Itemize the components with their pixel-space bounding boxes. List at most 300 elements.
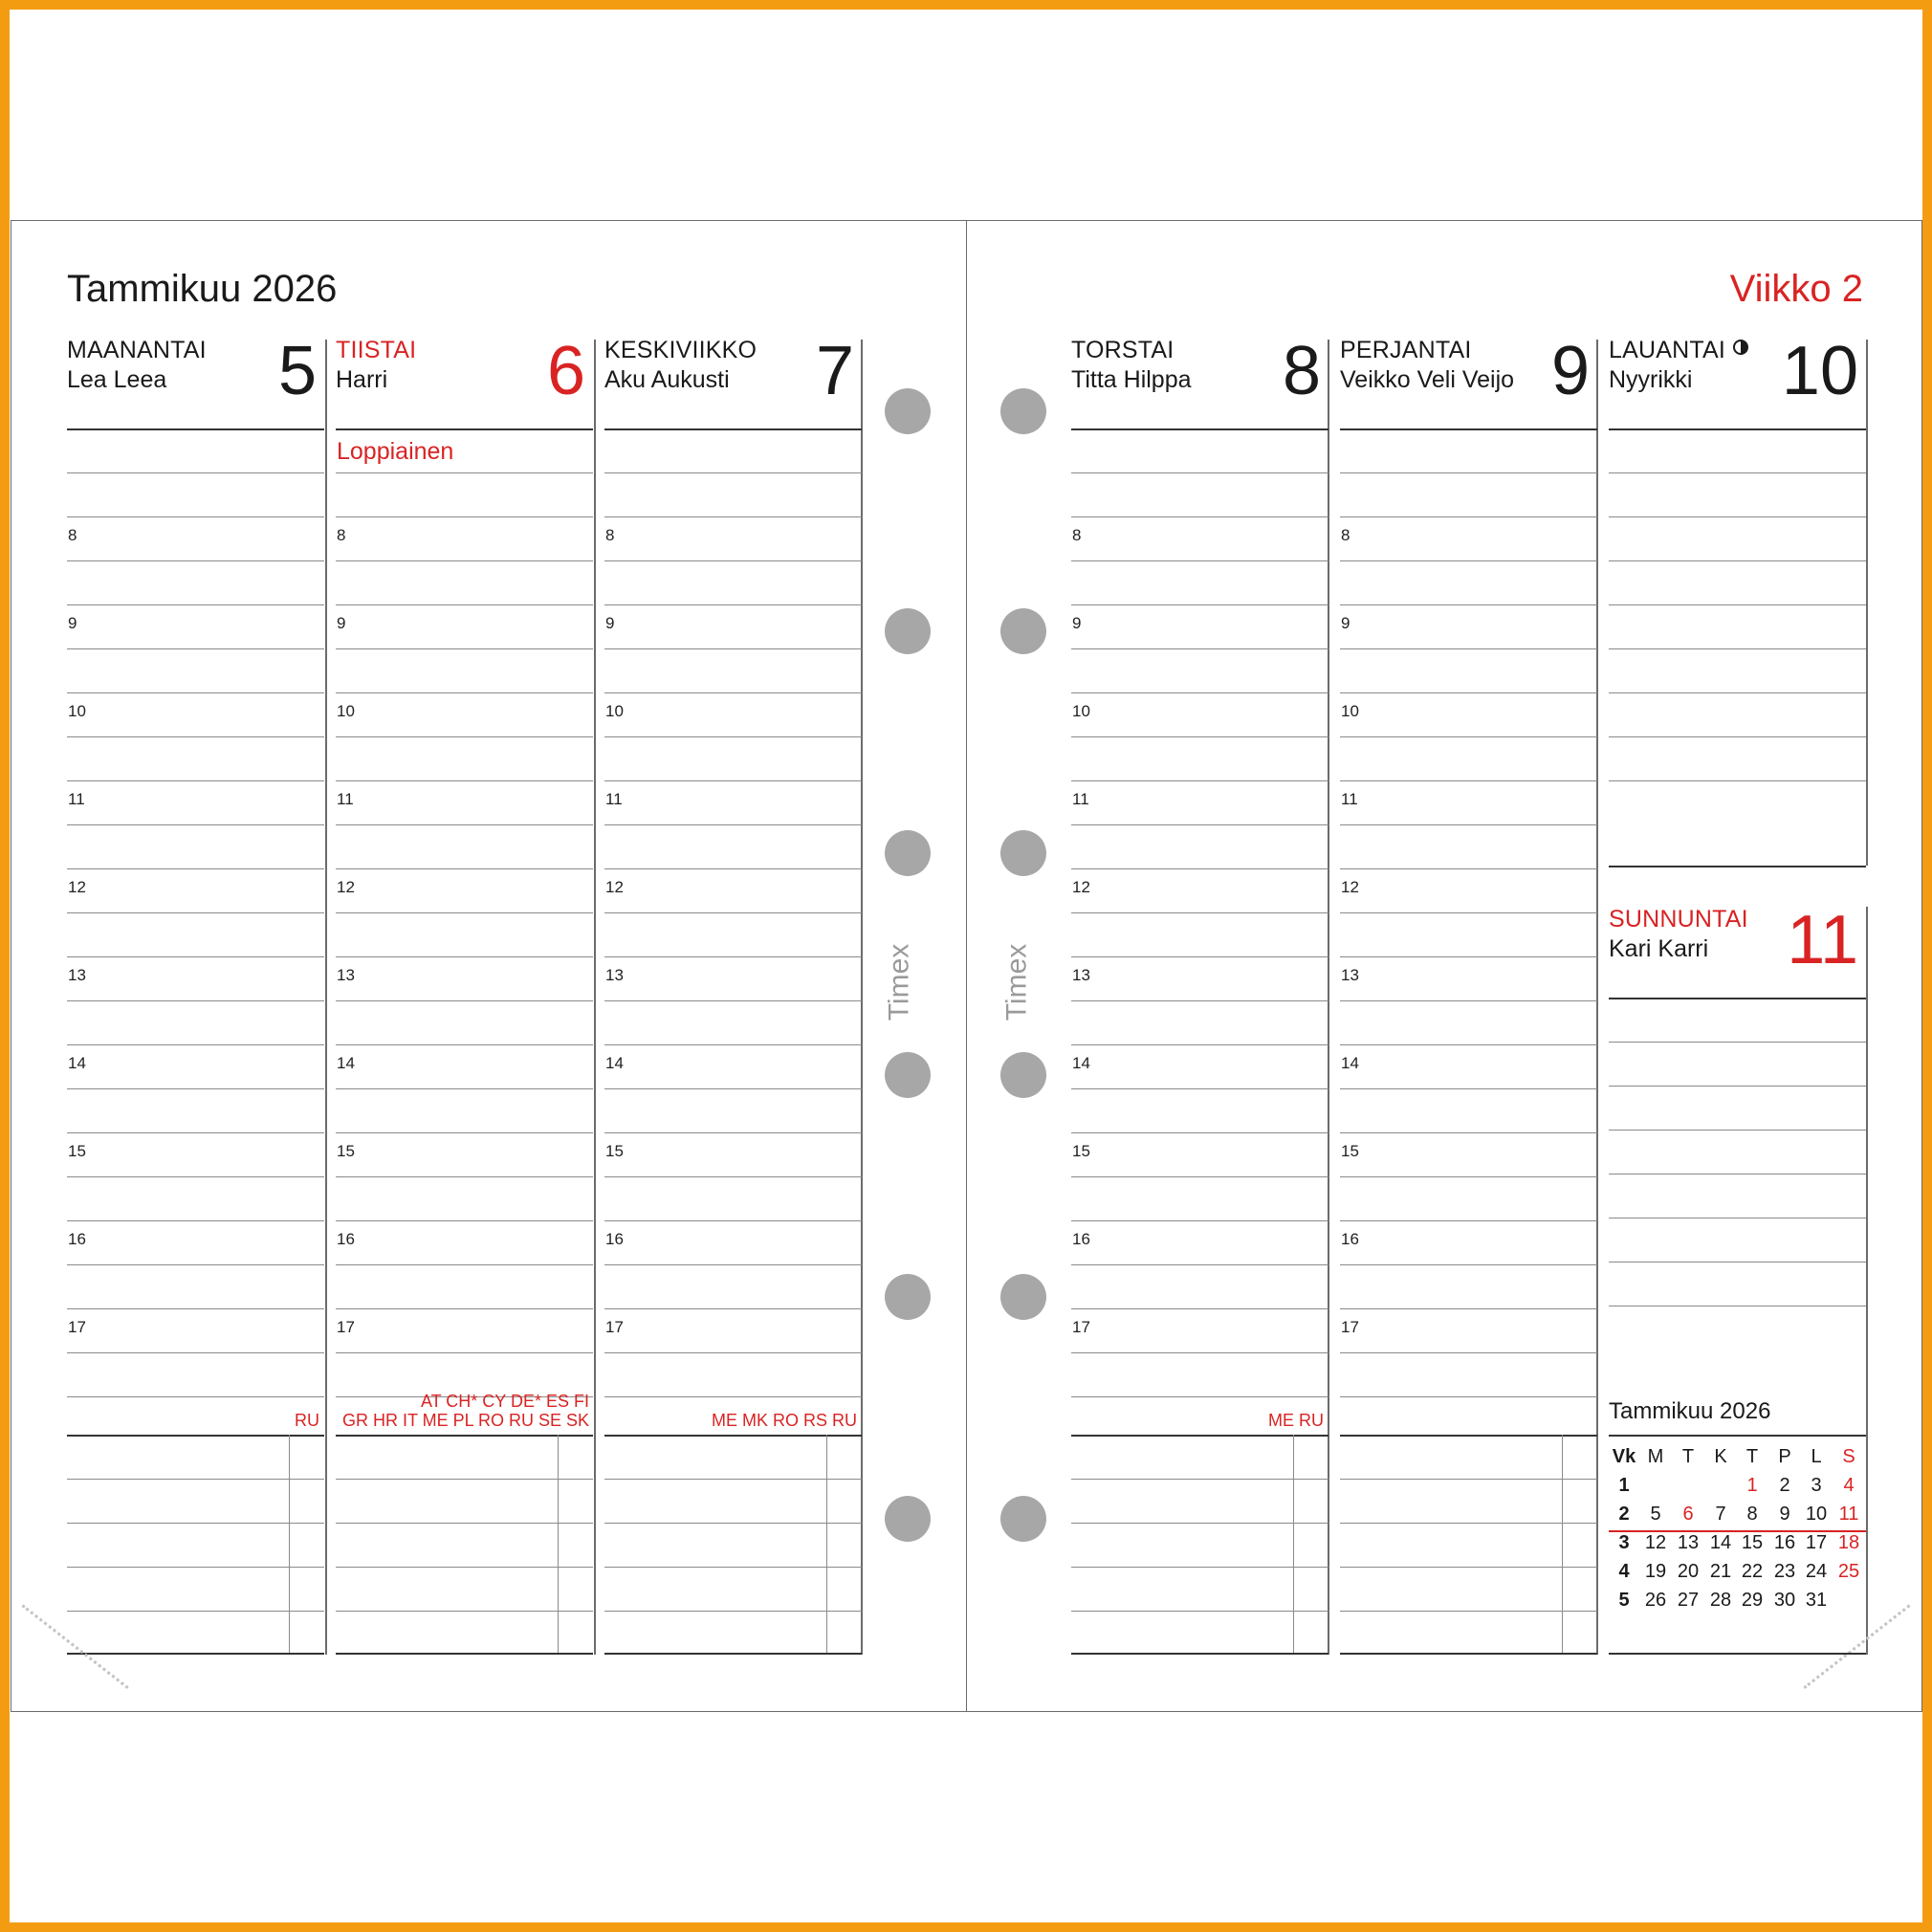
day-name: MAANANTAI xyxy=(67,337,207,363)
mini-calendar-header: K xyxy=(1714,1446,1727,1467)
hour-label: 9 xyxy=(1072,614,1082,632)
day-number: 10 xyxy=(1781,333,1858,409)
day-number: 9 xyxy=(1550,333,1590,409)
hour-label: 14 xyxy=(1341,1054,1359,1072)
day-name: PERJANTAI xyxy=(1340,337,1472,363)
notes-line xyxy=(604,1479,862,1480)
hour-line xyxy=(1609,648,1866,649)
mini-calendar-header: S xyxy=(1842,1446,1855,1467)
day-name: LAUANTAI xyxy=(1609,337,1748,364)
hour-line xyxy=(67,868,324,869)
hour-label: 8 xyxy=(605,526,615,544)
hour-line xyxy=(336,692,593,693)
hour-line xyxy=(336,516,593,517)
hour-line xyxy=(67,1176,324,1177)
hour-label: 15 xyxy=(1341,1142,1359,1160)
binder-hole-left xyxy=(885,1496,931,1542)
hour-line xyxy=(1340,1088,1597,1089)
holiday-codes-thu: ME RU xyxy=(1268,1411,1324,1430)
hour-line xyxy=(67,1088,324,1089)
hour-line xyxy=(604,1396,862,1397)
notes-line xyxy=(336,1523,593,1524)
day-number: 7 xyxy=(815,333,854,409)
hour-label: 10 xyxy=(68,702,86,720)
notes-check-rule xyxy=(1562,1435,1563,1653)
hour-line xyxy=(336,956,593,957)
left-page xyxy=(11,220,967,1712)
day-header-rule xyxy=(604,428,862,430)
mini-calendar-day: 12 xyxy=(1644,1532,1667,1553)
codes-line: AT CH* CY DE* ES FI xyxy=(420,1392,589,1411)
binder-hole-right xyxy=(1000,608,1046,654)
hour-line xyxy=(604,1088,862,1089)
notes-check-rule xyxy=(558,1435,559,1653)
hour-line xyxy=(1071,1000,1328,1001)
hour-label: 9 xyxy=(337,614,346,632)
hour-line xyxy=(604,1264,862,1265)
saturday-end-rule xyxy=(1609,866,1866,867)
name-day: Aku Aukusti xyxy=(604,366,730,393)
hour-line xyxy=(1340,604,1597,605)
holiday-codes-tue xyxy=(336,1392,589,1430)
notes-line xyxy=(1071,1611,1328,1612)
hour-label: 13 xyxy=(605,966,624,984)
hour-label: 12 xyxy=(337,878,355,896)
mini-calendar-bottom-rule xyxy=(1609,1653,1866,1655)
day-name: SUNNUNTAI xyxy=(1609,906,1748,933)
name-day: Veikko Veli Veijo xyxy=(1340,366,1515,393)
hour-line xyxy=(336,1308,593,1309)
notes-bottom-rule xyxy=(336,1653,593,1655)
hour-line xyxy=(1340,560,1597,561)
hour-label: 17 xyxy=(337,1318,355,1336)
hour-line xyxy=(1609,1086,1866,1087)
hour-line xyxy=(1071,824,1328,825)
mini-calendar-day: 10 xyxy=(1805,1504,1828,1525)
day-number: 6 xyxy=(546,333,585,409)
hour-line xyxy=(336,868,593,869)
column-rule xyxy=(861,340,863,1655)
hour-line xyxy=(67,1308,324,1309)
hour-label: 11 xyxy=(605,790,623,808)
hour-line xyxy=(1340,824,1597,825)
day-header-rule xyxy=(1609,998,1866,999)
hour-line xyxy=(67,1220,324,1221)
hour-line xyxy=(1071,780,1328,781)
mini-calendar-day: 2 xyxy=(1779,1475,1790,1496)
notes-top-rule xyxy=(1340,1435,1597,1437)
hour-label: 10 xyxy=(337,702,355,720)
hour-label: 17 xyxy=(68,1318,86,1336)
hour-line xyxy=(604,1308,862,1309)
hour-line xyxy=(1340,1044,1597,1045)
notes-check-rule xyxy=(1293,1435,1294,1653)
month-title: Tammikuu 2026 xyxy=(67,268,338,310)
day-header-rule xyxy=(1609,428,1866,430)
hour-line xyxy=(604,780,862,781)
column-rule xyxy=(325,340,327,1655)
hour-line xyxy=(336,1088,593,1089)
holiday-codes-mon: RU xyxy=(295,1411,319,1430)
name-day: Kari Karri xyxy=(1609,935,1709,962)
mini-calendar-day: 22 xyxy=(1741,1561,1764,1582)
notes-line xyxy=(1071,1567,1328,1568)
hour-line xyxy=(1609,1042,1866,1043)
hour-label: 14 xyxy=(68,1054,86,1072)
hour-line xyxy=(1071,692,1328,693)
mini-calendar-day: 8 xyxy=(1746,1504,1758,1525)
mini-calendar-day: 26 xyxy=(1644,1590,1667,1611)
hour-line xyxy=(1609,692,1866,693)
hour-line xyxy=(604,516,862,517)
hour-line xyxy=(604,560,862,561)
hour-line xyxy=(336,1044,593,1045)
mini-calendar-day: 13 xyxy=(1677,1532,1700,1553)
mini-calendar-day: 20 xyxy=(1677,1561,1700,1582)
hour-line xyxy=(67,516,324,517)
mini-calendar-day: 18 xyxy=(1837,1532,1860,1553)
column-rule xyxy=(1328,340,1329,1655)
hour-label: 9 xyxy=(605,614,615,632)
hour-label: 13 xyxy=(1072,966,1090,984)
mini-calendar-day: 3 xyxy=(1618,1532,1630,1553)
hour-line xyxy=(67,824,324,825)
mini-calendar-header: T xyxy=(1681,1446,1695,1467)
mini-calendar-day: 4 xyxy=(1843,1475,1855,1496)
mini-calendar-day: 21 xyxy=(1709,1561,1732,1582)
hour-label: 10 xyxy=(1072,702,1090,720)
hour-line xyxy=(67,560,324,561)
mini-calendar-day: 17 xyxy=(1805,1532,1828,1553)
hour-line xyxy=(67,1044,324,1045)
hour-label: 8 xyxy=(337,526,346,544)
hour-line xyxy=(1071,1132,1328,1133)
mini-calendar-header: P xyxy=(1778,1446,1791,1467)
hour-line xyxy=(1071,1264,1328,1265)
hour-line xyxy=(604,692,862,693)
hour-label: 16 xyxy=(1072,1230,1090,1248)
hour-line xyxy=(604,956,862,957)
hour-line xyxy=(604,472,862,473)
hour-label: 14 xyxy=(605,1054,624,1072)
hour-line xyxy=(1609,1130,1866,1131)
hour-line xyxy=(67,912,324,913)
hour-line xyxy=(336,472,593,473)
hour-line xyxy=(1340,1308,1597,1309)
hour-label: 12 xyxy=(68,878,86,896)
hour-label: 15 xyxy=(337,1142,355,1160)
hour-label: 8 xyxy=(1341,526,1350,544)
hour-line xyxy=(67,1352,324,1353)
notes-line xyxy=(67,1523,324,1524)
binder-hole-left xyxy=(885,388,931,434)
mini-calendar-header: M xyxy=(1647,1446,1664,1467)
mini-calendar-day: 23 xyxy=(1773,1561,1796,1582)
hour-label: 15 xyxy=(68,1142,86,1160)
hour-line xyxy=(67,648,324,649)
notes-line xyxy=(604,1611,862,1612)
hour-line xyxy=(1071,1396,1328,1397)
mini-calendar-day: 14 xyxy=(1709,1532,1732,1553)
hour-line xyxy=(1340,1176,1597,1177)
day-header-rule xyxy=(336,428,593,430)
notes-bottom-rule xyxy=(1340,1653,1597,1655)
mini-calendar-header: T xyxy=(1745,1446,1759,1467)
holiday-label: Loppiainen xyxy=(337,438,454,465)
binder-hole-right xyxy=(1000,388,1046,434)
hour-label: 12 xyxy=(1072,878,1090,896)
mini-calendar-day: 24 xyxy=(1805,1561,1828,1582)
hour-label: 15 xyxy=(1072,1142,1090,1160)
binder-hole-left xyxy=(885,830,931,876)
hour-label: 17 xyxy=(1072,1318,1090,1336)
notes-line xyxy=(604,1523,862,1524)
hour-line xyxy=(336,736,593,737)
hour-line xyxy=(1340,868,1597,869)
hour-label: 11 xyxy=(1072,790,1089,808)
hour-line xyxy=(1340,516,1597,517)
column-rule xyxy=(594,340,596,1655)
name-day: Lea Leea xyxy=(67,366,167,393)
moon-phase-icon xyxy=(1733,340,1748,355)
hour-line xyxy=(67,1264,324,1265)
mini-calendar-day: 5 xyxy=(1650,1504,1661,1525)
hour-line xyxy=(1340,956,1597,957)
notes-top-rule xyxy=(604,1435,862,1437)
hour-line xyxy=(1609,780,1866,781)
hour-line xyxy=(336,1220,593,1221)
hour-line xyxy=(1071,1308,1328,1309)
hour-label: 15 xyxy=(605,1142,624,1160)
mini-calendar-day: 6 xyxy=(1682,1504,1694,1525)
day-name: KESKIVIIKKO xyxy=(604,337,757,363)
hour-label: 11 xyxy=(1341,790,1358,808)
day-header-rule xyxy=(67,428,324,430)
hour-line xyxy=(1609,516,1866,517)
mini-calendar-day: 19 xyxy=(1644,1561,1667,1582)
notes-bottom-rule xyxy=(604,1653,862,1655)
hour-line xyxy=(604,1044,862,1045)
mini-calendar-day: 2 xyxy=(1618,1504,1630,1525)
notes-bottom-rule xyxy=(1071,1653,1328,1655)
hour-label: 16 xyxy=(1341,1230,1359,1248)
notes-line xyxy=(67,1611,324,1612)
hour-line xyxy=(1609,604,1866,605)
mini-calendar-day: 9 xyxy=(1779,1504,1790,1525)
hour-line xyxy=(1340,1352,1597,1353)
hour-line xyxy=(336,604,593,605)
hour-line xyxy=(1340,648,1597,649)
mini-calendar-rule xyxy=(1609,1435,1866,1437)
hour-label: 13 xyxy=(1341,966,1359,984)
codes-line: GR HR IT ME PL RO RU SE SK xyxy=(341,1411,589,1430)
notes-top-rule xyxy=(336,1435,593,1437)
mini-calendar-day: 4 xyxy=(1618,1561,1630,1582)
hour-line xyxy=(604,1132,862,1133)
hour-line xyxy=(1071,1044,1328,1045)
notes-line xyxy=(1340,1567,1597,1568)
binder-hole-right xyxy=(1000,830,1046,876)
mini-calendar-day: 27 xyxy=(1677,1590,1700,1611)
notes-line xyxy=(67,1567,324,1568)
hour-line xyxy=(336,1352,593,1353)
hour-line xyxy=(67,1132,324,1133)
hour-line xyxy=(1071,912,1328,913)
hour-line xyxy=(1340,780,1597,781)
hour-line xyxy=(1071,472,1328,473)
hour-label: 9 xyxy=(1341,614,1350,632)
hour-line xyxy=(1340,912,1597,913)
hour-line xyxy=(336,648,593,649)
hour-line xyxy=(604,604,862,605)
notes-line xyxy=(336,1479,593,1480)
notes-top-rule xyxy=(1071,1435,1328,1437)
hour-label: 14 xyxy=(1072,1054,1090,1072)
hour-line xyxy=(67,956,324,957)
hour-line xyxy=(1609,736,1866,737)
hour-line xyxy=(1340,1396,1597,1397)
day-number: 11 xyxy=(1787,902,1858,978)
column-rule xyxy=(1866,340,1868,866)
day-header-rule xyxy=(1340,428,1597,430)
hour-line xyxy=(1609,472,1866,473)
hour-label: 14 xyxy=(337,1054,355,1072)
hour-line xyxy=(604,912,862,913)
hour-line xyxy=(1071,648,1328,649)
hour-line xyxy=(336,780,593,781)
hour-label: 11 xyxy=(68,790,85,808)
hour-line xyxy=(604,1220,862,1221)
hour-line xyxy=(1609,560,1866,561)
hour-label: 16 xyxy=(337,1230,355,1248)
hour-line xyxy=(1071,1220,1328,1221)
hour-label: 17 xyxy=(1341,1318,1359,1336)
notes-line xyxy=(67,1479,324,1480)
hour-line xyxy=(67,604,324,605)
hour-label: 16 xyxy=(605,1230,624,1248)
notes-line xyxy=(336,1611,593,1612)
hour-label: 17 xyxy=(605,1318,624,1336)
notes-bottom-rule xyxy=(67,1653,324,1655)
brand-logo-left: Timex xyxy=(883,943,915,1021)
mini-calendar-day: 7 xyxy=(1715,1504,1726,1525)
hour-line xyxy=(1071,560,1328,561)
hour-line xyxy=(336,824,593,825)
hour-label: 12 xyxy=(1341,878,1359,896)
hour-line xyxy=(604,1176,862,1177)
hour-line xyxy=(336,1264,593,1265)
notes-line xyxy=(1071,1479,1328,1480)
day-number: 5 xyxy=(277,333,317,409)
mini-calendar-day: 31 xyxy=(1805,1590,1828,1611)
hour-line xyxy=(336,560,593,561)
hour-line xyxy=(1071,1088,1328,1089)
brand-logo-right: Timex xyxy=(1000,943,1033,1021)
hour-line xyxy=(1071,736,1328,737)
notes-line xyxy=(336,1567,593,1568)
hour-label: 16 xyxy=(68,1230,86,1248)
mini-calendar-day: 15 xyxy=(1741,1532,1764,1553)
hour-line xyxy=(67,780,324,781)
hour-line xyxy=(1609,1174,1866,1175)
mini-calendar-day: 25 xyxy=(1837,1561,1860,1582)
hour-label: 10 xyxy=(1341,702,1359,720)
hour-line xyxy=(336,1176,593,1177)
hour-line xyxy=(67,692,324,693)
hour-label: 11 xyxy=(337,790,354,808)
notes-line xyxy=(1340,1523,1597,1524)
hour-line xyxy=(604,824,862,825)
notes-line xyxy=(1340,1611,1597,1612)
hour-line xyxy=(336,1000,593,1001)
column-rule xyxy=(1596,340,1598,1655)
hour-line xyxy=(1340,1132,1597,1133)
column-rule xyxy=(1866,907,1868,1655)
name-day: Nyyrikki xyxy=(1609,366,1693,393)
hour-line xyxy=(1340,1000,1597,1001)
hour-line xyxy=(604,868,862,869)
hour-label: 13 xyxy=(337,966,355,984)
day-name: TIISTAI xyxy=(336,337,417,363)
holiday-codes-wed: ME MK RO RS RU xyxy=(711,1411,857,1430)
name-day: Harri xyxy=(336,366,388,393)
hour-label: 9 xyxy=(68,614,77,632)
mini-calendar-day: 30 xyxy=(1773,1590,1796,1611)
binder-hole-right xyxy=(1000,1052,1046,1098)
binder-hole-left xyxy=(885,608,931,654)
hour-label: 8 xyxy=(68,526,77,544)
mini-calendar-header: L xyxy=(1811,1446,1822,1467)
day-header-rule xyxy=(1071,428,1328,430)
notes-check-rule xyxy=(826,1435,827,1653)
day-number: 8 xyxy=(1282,333,1321,409)
mini-calendar-day: 29 xyxy=(1741,1590,1764,1611)
hour-line xyxy=(604,648,862,649)
hour-line xyxy=(67,472,324,473)
day-name: TORSTAI xyxy=(1071,337,1175,363)
notes-line xyxy=(1071,1523,1328,1524)
notes-line xyxy=(1340,1479,1597,1480)
hour-line xyxy=(1340,1264,1597,1265)
mini-calendar-day: 1 xyxy=(1618,1475,1630,1496)
notes-check-rule xyxy=(289,1435,290,1653)
mini-calendar-day: 11 xyxy=(1838,1504,1859,1525)
mini-calendar-day: 3 xyxy=(1811,1475,1822,1496)
hour-line xyxy=(604,1352,862,1353)
hour-line xyxy=(604,1000,862,1001)
hour-line xyxy=(1071,516,1328,517)
mini-calendar-title: Tammikuu 2026 xyxy=(1609,1398,1771,1424)
hour-line xyxy=(1071,868,1328,869)
notes-line xyxy=(604,1567,862,1568)
mini-calendar-day: 1 xyxy=(1746,1475,1758,1496)
hour-line xyxy=(336,1132,593,1133)
hour-line xyxy=(1071,956,1328,957)
hour-line xyxy=(604,736,862,737)
mini-calendar-day: 5 xyxy=(1618,1590,1630,1611)
mini-calendar-day: 28 xyxy=(1709,1590,1732,1611)
hour-line xyxy=(67,1000,324,1001)
mini-calendar-header: Vk xyxy=(1612,1446,1636,1467)
binder-hole-left xyxy=(885,1274,931,1320)
mini-calendar-day: 16 xyxy=(1773,1532,1796,1553)
hour-label: 12 xyxy=(605,878,624,896)
hour-line xyxy=(67,1396,324,1397)
hour-label: 8 xyxy=(1072,526,1082,544)
notes-top-rule xyxy=(67,1435,324,1437)
binder-hole-right xyxy=(1000,1496,1046,1542)
hour-line xyxy=(1071,1176,1328,1177)
